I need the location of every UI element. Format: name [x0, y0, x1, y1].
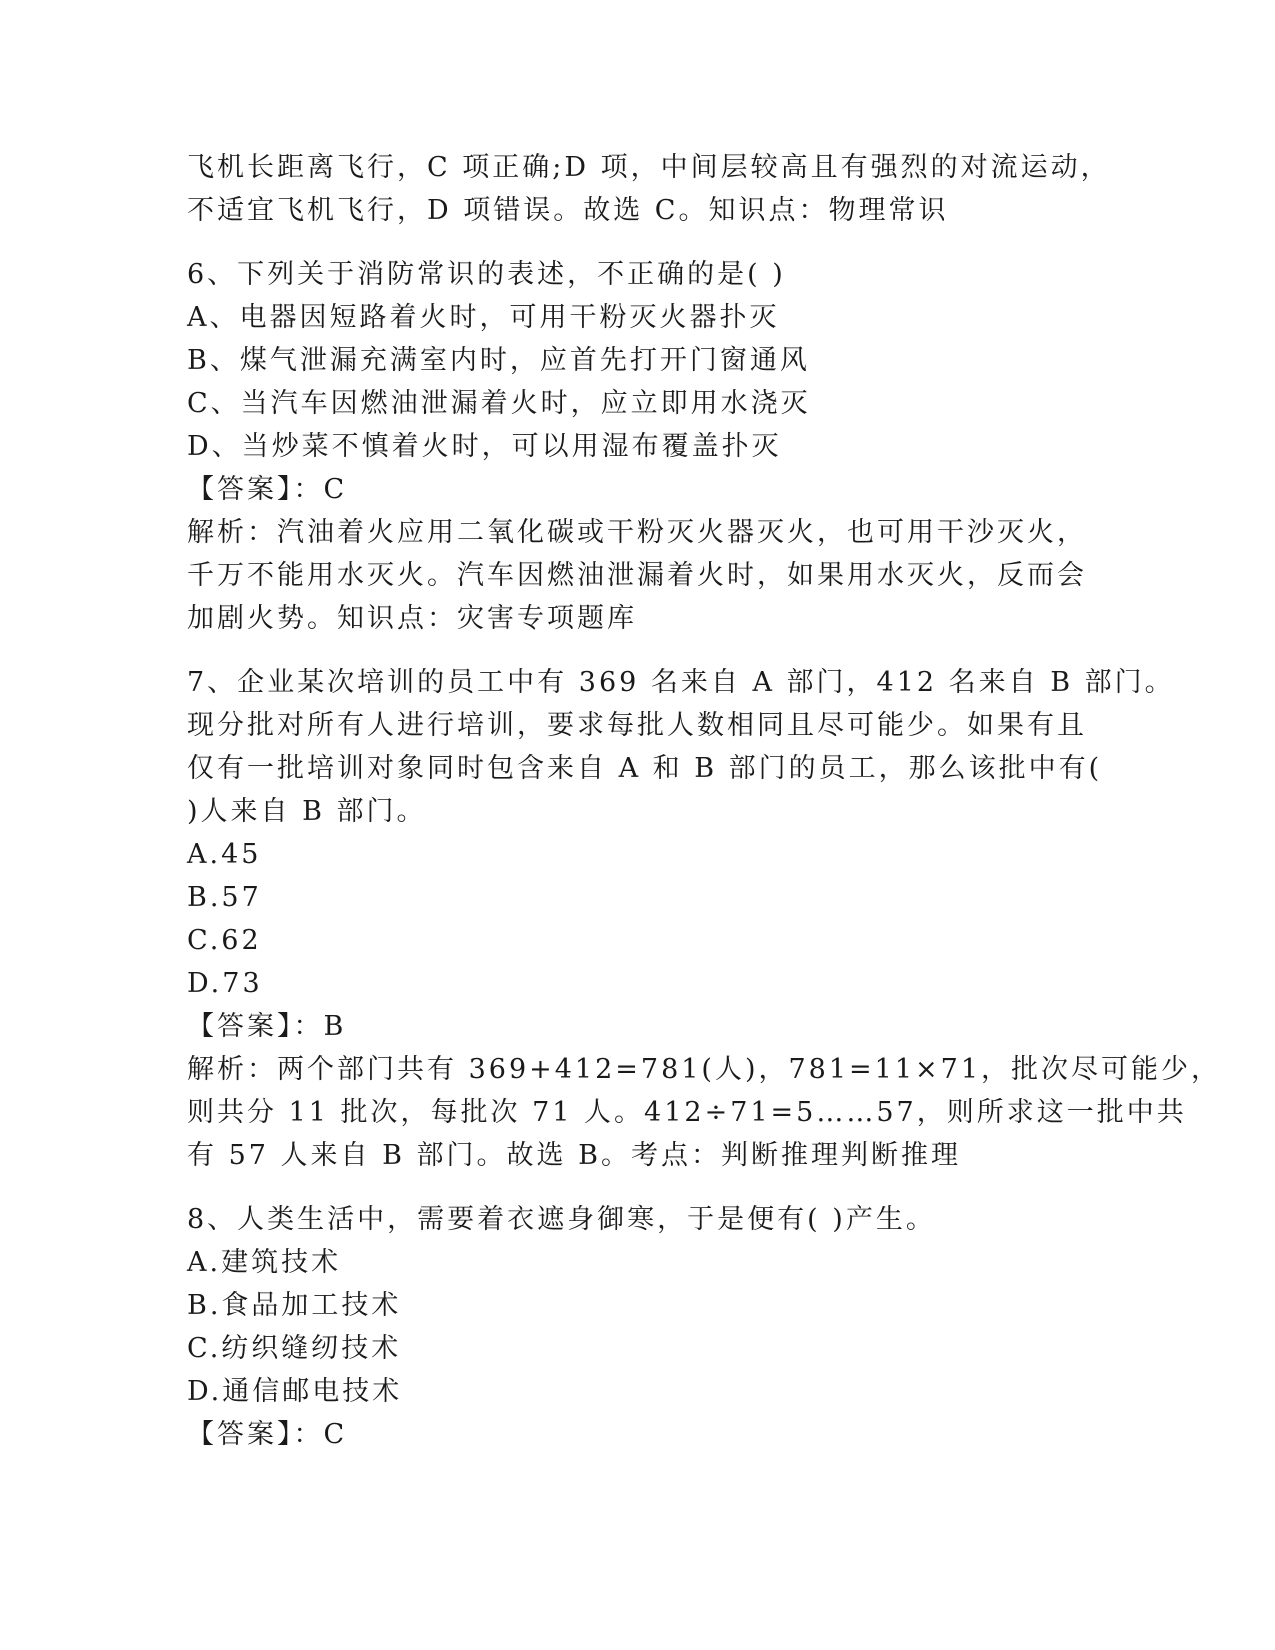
- option-d: D.73: [187, 968, 263, 999]
- option-b: B、煤气泄漏充满室内时，应首先打开门窗通风: [187, 345, 810, 376]
- explanation-line: 解析：汽油着火应用二氧化碳或干粉灭火器灭火，也可用干沙灭火，: [187, 517, 1087, 548]
- document-content: [187, 146, 1221, 1456]
- explanation-line: 千万不能用水灭火。汽车因燃油泄漏着火时，如果用水灭火，反而会: [187, 560, 1087, 591]
- intro-paragraph: [187, 146, 1111, 232]
- option-c: C.62: [187, 925, 262, 956]
- answer: 【答案】：C: [187, 474, 348, 505]
- question-text: 8、人类生活中，需要着衣遮身御寒，于是便有( )产生。: [187, 1204, 936, 1235]
- option-a: A.建筑技术: [187, 1247, 342, 1278]
- text-line: 飞机长距离飞行，C 项正确;D 项，中间层较高且有强烈的对流运动，: [187, 152, 1111, 183]
- text-line: 不适宜飞机飞行，D 项错误。故选 C。知识点：物理常识: [187, 195, 949, 226]
- question-7: [187, 661, 1221, 1177]
- explanation-line: 解析：两个部门共有 369+412=781(人)，781=11×71，批次尽可能少，: [187, 1054, 1221, 1085]
- question-text: 仅有一批培训对象同时包含来自 A 和 B 部门的员工，那么该批中有(: [187, 753, 1103, 784]
- option-b: B.食品加工技术: [187, 1290, 402, 1321]
- answer: 【答案】：C: [187, 1419, 348, 1450]
- question-6: [187, 253, 1087, 640]
- option-d: D、当炒菜不慎着火时，可以用湿布覆盖扑灭: [187, 431, 782, 462]
- explanation-line: 则共分 11 批次，每批次 71 人。412÷71=5……57，则所求这一批中共: [187, 1097, 1187, 1128]
- explanation-line: 加剧火势。知识点：灾害专项题库: [187, 603, 637, 634]
- question-text: )人来自 B 部门。: [187, 796, 427, 827]
- question-text: 7、企业某次培训的员工中有 369 名来自 A 部门，412 名来自 B 部门。: [187, 667, 1175, 698]
- answer: 【答案】：B: [187, 1011, 347, 1042]
- option-d: D.通信邮电技术: [187, 1376, 403, 1407]
- question-text: 现分批对所有人进行培训，要求每批人数相同且尽可能少。如果有且: [187, 710, 1087, 741]
- explanation-line: 有 57 人来自 B 部门。故选 B。考点：判断推理判断推理: [187, 1140, 961, 1171]
- option-c: C、当汽车因燃油泄漏着火时，应立即用水浇灭: [187, 388, 811, 419]
- option-b: B.57: [187, 882, 262, 913]
- option-a: A.45: [187, 839, 262, 870]
- question-text: 6、下列关于消防常识的表述，不正确的是( ): [187, 259, 786, 290]
- question-8: [187, 1198, 1087, 1456]
- option-a: A、电器因短路着火时，可用干粉灭火器扑灭: [187, 302, 780, 333]
- option-c: C.纺织缝纫技术: [187, 1333, 402, 1364]
